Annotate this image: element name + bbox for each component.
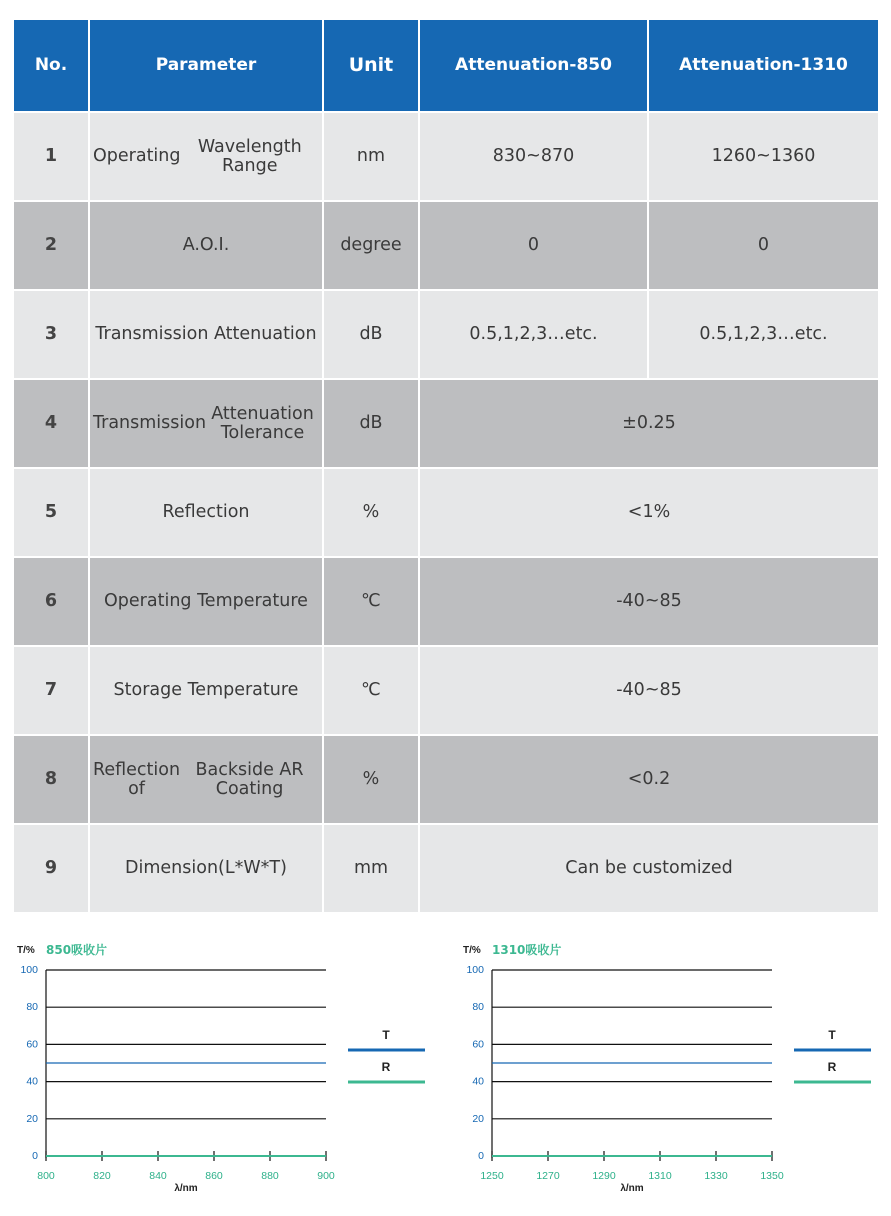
parameter-cell	[90, 202, 324, 291]
parameter-text: Dimension(L*W*T)	[125, 858, 287, 879]
legend-label-r: R	[827, 1060, 837, 1074]
y-tick-label: 100	[20, 964, 38, 976]
value-cell-850: 0	[420, 202, 649, 291]
x-tick-label: 1270	[536, 1170, 560, 1182]
value-cell-850: 830~870	[420, 113, 649, 202]
row-number: 1	[14, 113, 90, 202]
row-number: 7	[14, 647, 90, 736]
chart-title: 850吸收片	[46, 943, 108, 957]
y-tick-label: 100	[466, 964, 484, 976]
row-number: 5	[14, 469, 90, 558]
x-tick-label: 880	[261, 1170, 279, 1182]
value-cell-850: 0.5,1,2,3…etc.	[420, 291, 649, 380]
parameter-cell	[90, 825, 324, 914]
parameter-text: Storage Temperature	[113, 680, 299, 701]
header-attenuation-850: Attenuation-850	[420, 20, 649, 113]
unit-cell: dB	[324, 380, 420, 469]
value-cell-merged: -40~85	[420, 558, 878, 647]
parameter-text: Reflection	[162, 502, 250, 523]
row-number: 2	[14, 202, 90, 291]
parameter-text: Wavelength Range	[197, 136, 302, 176]
parameter-cell	[90, 736, 324, 825]
parameter-text: Operating Temperature	[104, 591, 308, 612]
table-row	[14, 647, 878, 736]
legend-label-t: T	[382, 1028, 390, 1042]
y-tick-label: 0	[32, 1150, 38, 1162]
y-tick-label: 40	[472, 1075, 484, 1088]
table-row	[14, 469, 878, 558]
value-cell-merged: <1%	[420, 469, 878, 558]
value-cell-merged: Can be customized	[420, 825, 878, 914]
y-tick-label: 0	[478, 1150, 484, 1162]
x-tick-label: 800	[37, 1170, 55, 1182]
unit-cell: %	[324, 736, 420, 825]
unit-cell: nm	[324, 113, 420, 202]
value-cell-merged: <0.2	[420, 736, 878, 825]
unit-cell: ℃	[324, 647, 420, 736]
x-tick-label: 900	[317, 1170, 335, 1182]
y-tick-label: 80	[26, 1001, 38, 1014]
legend-label-t: T	[828, 1028, 836, 1042]
parameter-text: Operating	[93, 146, 181, 167]
header-parameter: Parameter	[90, 20, 324, 113]
row-number: 9	[14, 825, 90, 914]
unit-cell: ℃	[324, 558, 420, 647]
table-row	[14, 558, 878, 647]
legend-label-r: R	[381, 1060, 391, 1074]
parameter-cell	[90, 113, 324, 202]
header-unit: Unit	[324, 20, 420, 113]
x-tick-label: 820	[93, 1170, 111, 1182]
value-cell-1310: 0.5,1,2,3…etc.	[649, 291, 878, 380]
parameter-text: Transmission	[93, 413, 207, 434]
chart-title: 1310吸收片	[492, 943, 562, 957]
table-row	[14, 291, 878, 380]
x-tick-label: 1250	[480, 1170, 504, 1182]
chart-1310-attenuator	[446, 936, 891, 1211]
table-row	[14, 202, 878, 291]
y-axis-label: T/%	[463, 945, 481, 956]
table-row	[14, 825, 878, 914]
x-axis-label: λ/nm	[620, 1183, 644, 1194]
unit-cell: %	[324, 469, 420, 558]
unit-cell: mm	[324, 825, 420, 914]
parameter-text: Attenuation Tolerance	[211, 403, 314, 443]
parameter-cell	[90, 380, 324, 469]
header-attenuation-1310: Attenuation-1310	[649, 20, 878, 113]
spec-table	[14, 20, 878, 914]
value-cell-1310: 1260~1360	[649, 113, 878, 202]
parameter-cell	[90, 647, 324, 736]
row-number: 8	[14, 736, 90, 825]
x-axis-label: λ/nm	[174, 1183, 198, 1194]
x-tick-label: 1310	[648, 1170, 672, 1182]
y-tick-label: 80	[472, 1001, 484, 1014]
x-tick-label: 1350	[760, 1170, 784, 1182]
y-tick-label: 60	[472, 1038, 484, 1051]
table-header-row	[14, 20, 878, 113]
header-no: No.	[14, 20, 90, 113]
x-tick-label: 1290	[592, 1170, 616, 1182]
x-tick-label: 860	[205, 1170, 223, 1182]
parameter-cell	[90, 558, 324, 647]
table-row	[14, 113, 878, 202]
table-row	[14, 380, 878, 469]
parameter-cell	[90, 291, 324, 380]
y-tick-label: 20	[26, 1112, 38, 1125]
x-tick-label: 840	[149, 1170, 167, 1182]
unit-cell: dB	[324, 291, 420, 380]
parameter-text: Backside AR Coating	[195, 759, 304, 799]
row-number: 6	[14, 558, 90, 647]
x-tick-label: 1330	[704, 1170, 728, 1182]
unit-cell: degree	[324, 202, 420, 291]
row-number: 4	[14, 380, 90, 469]
row-number: 3	[14, 291, 90, 380]
parameter-text: Transmission Attenuation	[95, 324, 317, 345]
value-cell-1310: 0	[649, 202, 878, 291]
y-tick-label: 60	[26, 1038, 38, 1051]
table-body	[14, 113, 878, 914]
table-row	[14, 736, 878, 825]
y-tick-label: 40	[26, 1075, 38, 1088]
parameter-text: A.O.I.	[182, 235, 230, 256]
y-axis-label: T/%	[17, 945, 35, 956]
value-cell-merged: -40~85	[420, 647, 878, 736]
parameter-cell	[90, 469, 324, 558]
parameter-text: Reflection of	[93, 759, 181, 799]
chart-850-attenuator	[0, 936, 445, 1211]
value-cell-merged: ±0.25	[420, 380, 878, 469]
y-tick-label: 20	[472, 1112, 484, 1125]
